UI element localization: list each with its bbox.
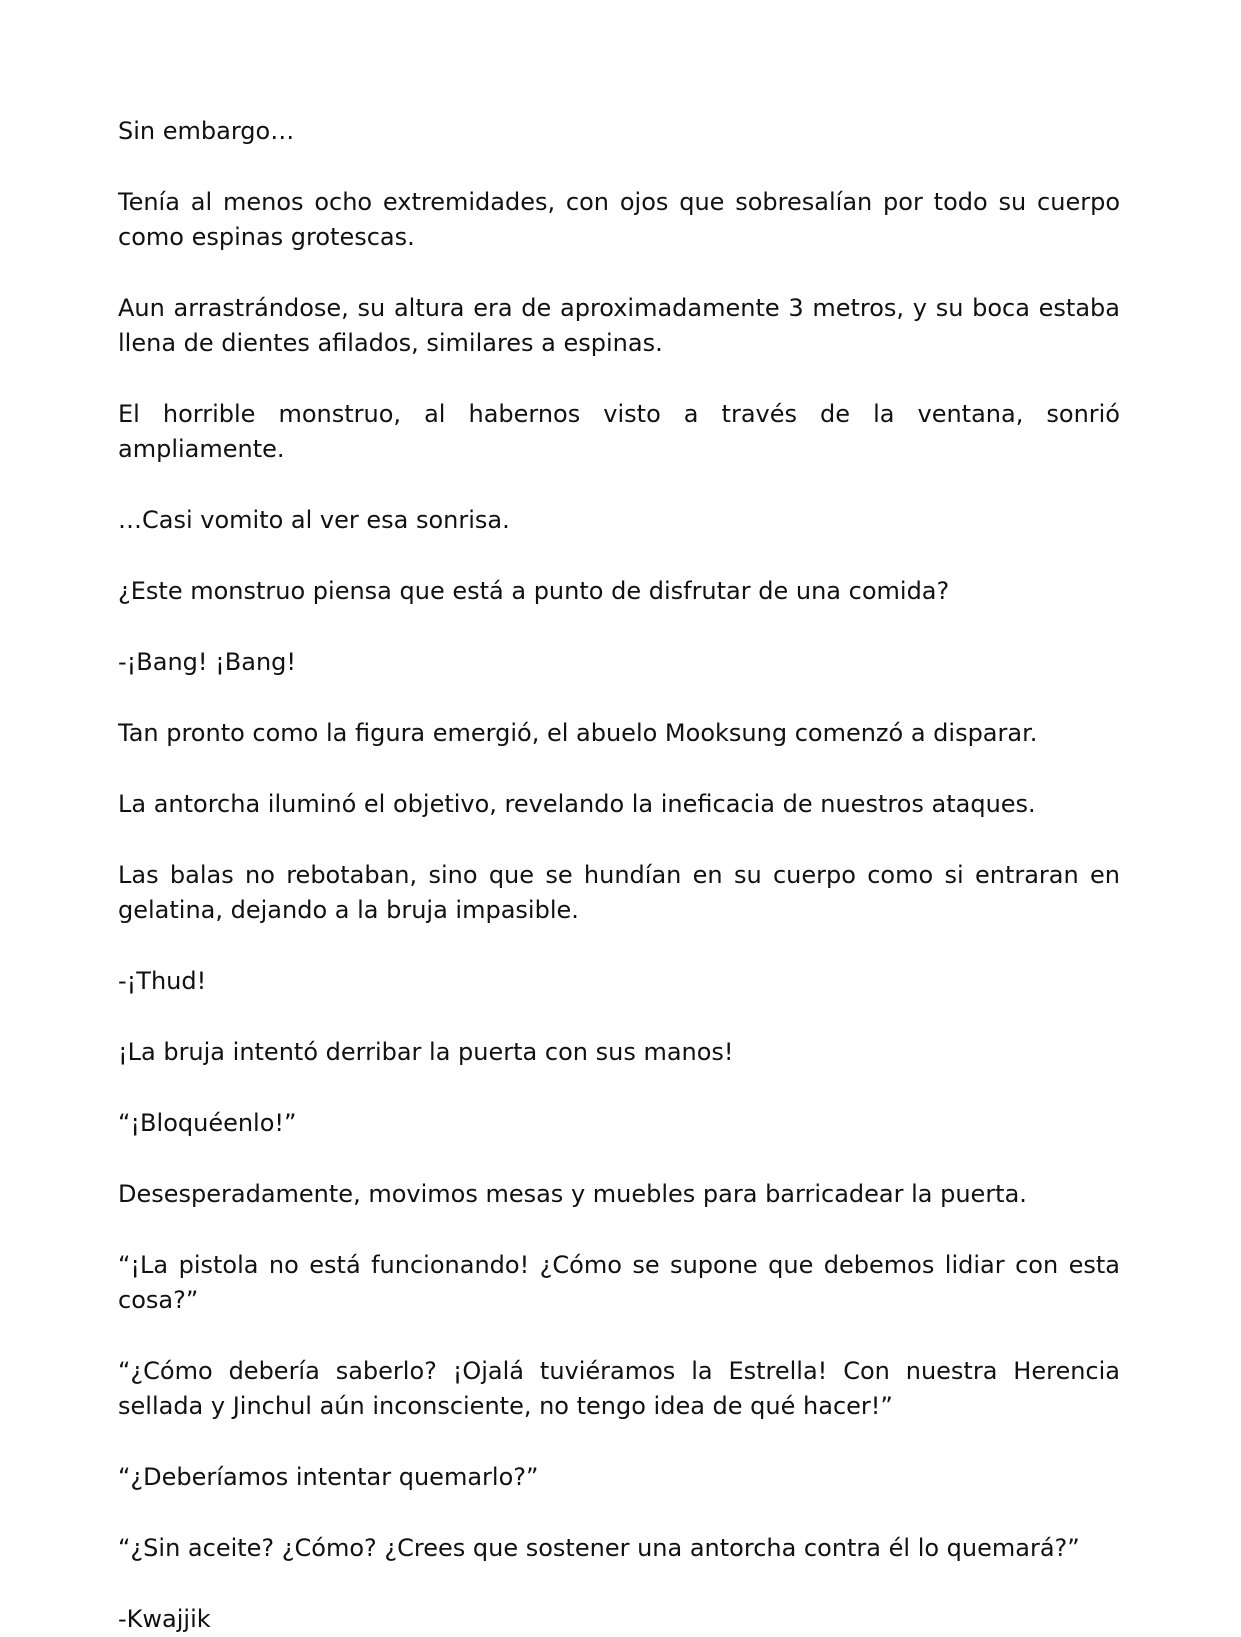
paragraph: Las balas no rebotaban, sino que se hundían en su cuerpo como si entraran en gelatina, dejando a la bruja impasible. bbox=[118, 861, 1120, 924]
paragraph: “¡La pistola no está funcionando! ¿Cómo se supone que debemos lidiar con esta cosa?” bbox=[118, 1251, 1120, 1314]
paragraph: “¿Cómo debería saberlo? ¡Ojalá tuviéramos la Estrella! Con nuestra Herencia sellada y Jinchul aún inconsciente, no tengo idea de qué hacer!” bbox=[118, 1357, 1120, 1420]
paragraph: Desesperadamente, movimos mesas y muebles para barricadear la puerta. bbox=[118, 1180, 1027, 1208]
paragraph: La antorcha iluminó el objetivo, revelando la ineficacia de nuestros ataques. bbox=[118, 790, 1036, 818]
paragraph: …Casi vomito al ver esa sonrisa. bbox=[118, 506, 510, 534]
paragraph: ¿Este monstruo piensa que está a punto de disfrutar de una comida? bbox=[118, 577, 950, 605]
paragraph: “¡Bloquéenlo!” bbox=[118, 1109, 297, 1137]
paragraph: -Kwajjik bbox=[118, 1605, 211, 1633]
paragraph: -¡Bang! ¡Bang! bbox=[118, 648, 297, 676]
paragraph: “¿Sin aceite? ¿Cómo? ¿Crees que sostener una antorcha contra él lo quemará?” bbox=[118, 1534, 1080, 1562]
paragraph: Aun arrastrándose, su altura era de aproximadamente 3 metros, y su boca estaba llena de dientes afilados, similares a espinas. bbox=[118, 294, 1120, 357]
paragraph: -¡Thud! bbox=[118, 967, 207, 995]
paragraph: ¡La bruja intentó derribar la puerta con sus manos! bbox=[118, 1038, 734, 1066]
paragraph: Tenía al menos ocho extremidades, con ojos que sobresalían por todo su cuerpo como espinas grotescas. bbox=[118, 188, 1120, 251]
paragraph: Tan pronto como la figura emergió, el abuelo Mooksung comenzó a disparar. bbox=[118, 719, 1038, 747]
body-text bbox=[118, 114, 1120, 1637]
paragraph: “¿Deberíamos intentar quemarlo?” bbox=[118, 1463, 539, 1491]
paragraph: El horrible monstruo, al habernos visto a través de la ventana, sonrió ampliamente. bbox=[118, 400, 1120, 463]
paragraph: Sin embargo… bbox=[118, 117, 295, 145]
